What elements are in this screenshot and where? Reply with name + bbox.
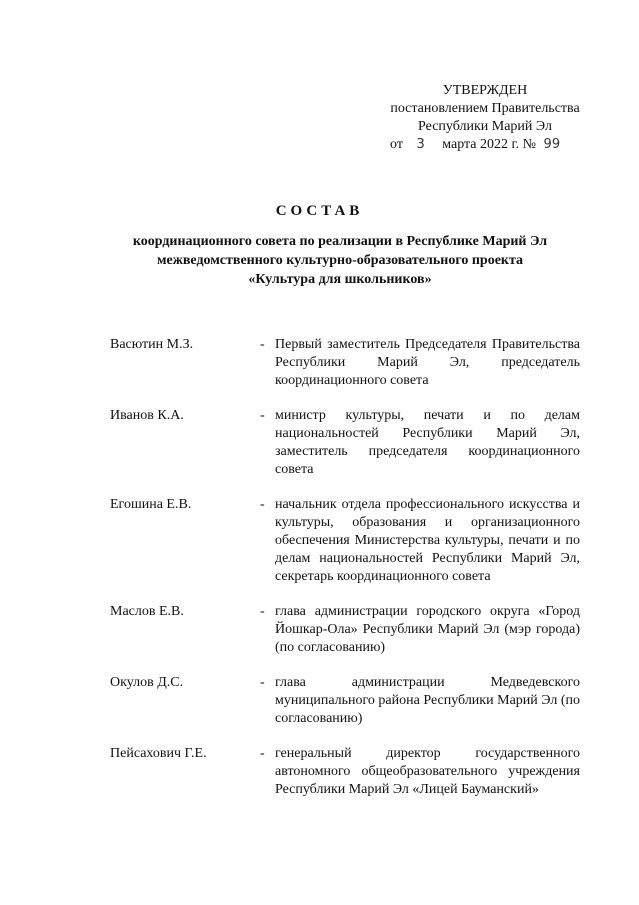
member-dash: - [260, 337, 265, 352]
approval-date-line [370, 136, 600, 154]
members-list [110, 336, 580, 816]
member-role: министр культуры, печати и по делам национальностей Республики Марий Эл, заместитель председателя координационного совета [275, 408, 580, 477]
member-name: Васютин М.З. [110, 337, 194, 352]
member-row [110, 407, 580, 479]
subtitle-line-3: «Культура для школьников» [248, 272, 432, 287]
date-prefix: от [390, 137, 403, 152]
subtitle-line-2: межведомственного культурно-образовательного проекта [156, 253, 524, 268]
member-role: глава администрации Медведевского муниципального района Республики Марий Эл (по согласованию) [275, 675, 580, 726]
member-role: Первый заместитель Председателя Правительства Республики Марий Эл, председатель координационного совета [275, 337, 580, 388]
member-name: Окулов Д.С. [110, 675, 184, 690]
member-dash: - [260, 746, 265, 761]
member-role: глава администрации городского округа «Город Йошкар-Ола» Республики Марий Эл (мэр города) (по согласованию) [275, 604, 580, 655]
document-subtitle [90, 232, 590, 289]
date-month-year: марта 2022 г. № [442, 137, 537, 152]
member-row [110, 496, 580, 586]
member-row [110, 603, 580, 657]
member-name: Егошина Е.В. [110, 497, 192, 512]
member-name: Маслов Е.В. [110, 604, 184, 619]
approval-stamp [370, 82, 600, 154]
decree-number: 99 [543, 137, 561, 152]
member-name: Пейсахович Г.Е. [110, 746, 207, 761]
member-dash: - [260, 675, 265, 690]
date-day: 3 [416, 137, 425, 152]
member-role: начальник отдела профессионального искусства и культуры, образования и организационного обеспечения Министерства культуры, печати и по делам национальностей Республики Марий Эл, секретарь координационного совета [275, 497, 580, 584]
member-name: Иванов К.А. [110, 408, 184, 423]
member-role: генеральный директор государственного автономного общеобразовательного учреждения Республики Марий Эл «Лицей Бауманский» [275, 746, 580, 797]
member-dash: - [260, 604, 265, 619]
member-dash: - [260, 408, 265, 423]
approval-line-republic: Республики Марий Эл [418, 119, 552, 134]
member-row [110, 674, 580, 728]
member-dash: - [260, 497, 265, 512]
member-row [110, 745, 580, 799]
approval-heading: УТВЕРЖДЕН [442, 83, 528, 98]
member-row [110, 336, 580, 390]
approval-line-decree: постановлением Правительства [390, 101, 580, 116]
document-title: СОСТАВ [275, 203, 364, 219]
subtitle-line-1: координационного совета по реализации в Республике Марий Эл [132, 234, 548, 249]
